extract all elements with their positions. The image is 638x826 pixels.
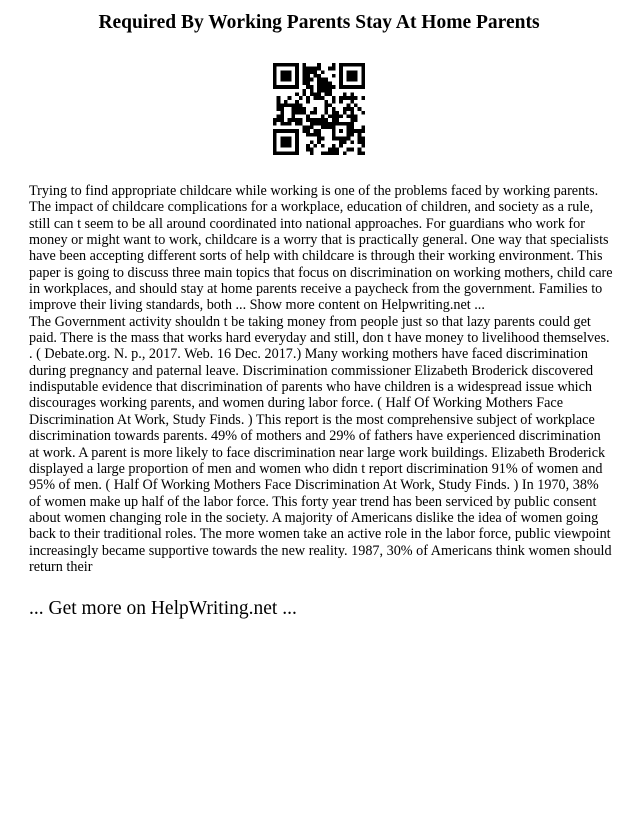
body-line: discourages working parents, and women during labor force. ( Half Of Working Mothers Face <box>29 395 564 412</box>
body-line: paper is going to discuss three main topics that focus on discrimination on working mothers, child care <box>29 264 613 281</box>
body-line: improve their living standards, both ... Show more content on Helpwriting.net ... <box>29 297 485 314</box>
body-line: in workplaces, and should stay at home parents receive a paycheck from the government. Families to <box>29 281 603 298</box>
body-line: The Government activity shouldn t be taking money from people just so that lazy parents could get <box>29 313 591 330</box>
body-line: indisputable evidence that discrimination of parents who have children is a widespread issue which <box>29 379 593 396</box>
body-line: back to their traditional roles. The more women take an active role in the labor force, public viewpoint <box>29 526 611 543</box>
body-line: . ( Debate.org. N. p., 2017. Web. 16 Dec. 2017.) Many working mothers have faced discrimination <box>29 346 588 363</box>
body-line: at work. A parent is more likely to face discrimination near large work buildings. Elizabeth Broderick <box>29 444 606 461</box>
body-line: discrimination towards parents. 49% of mothers and 29% of fathers have experienced discrimination <box>29 428 601 445</box>
body-line: money or might want to work, childcare is a worry that is practically general. One way that specialists <box>29 232 609 249</box>
qr-code-icon <box>273 63 365 155</box>
body-line: about women changing role in the society. A majority of Americans dislike the idea of women going <box>29 509 599 526</box>
body-line: Trying to find appropriate childcare while working is one of the problems faced by working parents. <box>29 183 599 199</box>
body-line: of women make up half of the labor force. This forty year trend has been serviced by public consent <box>29 493 597 510</box>
body-line: 95% of men. ( Half Of Working Mothers Face Discrimination At Work, Study Finds. ) In 1970, 38% <box>29 477 599 494</box>
body-line: still can t seem to be all around coordinated into national approaches. For guardians who work for <box>29 215 585 232</box>
qr-code-graphic <box>273 63 365 155</box>
body-line: displayed a large proportion of men and women who didn t report discrimination 91% of women and <box>29 460 603 477</box>
body-line: increasingly became supportive towards the new reality. 1987, 30% of Americans think women should <box>29 542 612 559</box>
body-line: return their <box>29 558 93 575</box>
article-body <box>29 183 613 575</box>
get-more-link[interactable]: ... Get more on HelpWriting.net ... <box>29 598 297 619</box>
body-line: The impact of childcare complications for a workplace, education of children, and society as a rule, <box>29 199 594 216</box>
body-line: have been accepting different sorts of help with childcare is through their working environment. This <box>29 248 603 265</box>
body-line: Discrimination At Work, Study Finds. ) This report is the most comprehensive subject of workplace <box>29 411 595 428</box>
page-title: Required By Working Parents Stay At Home Parents <box>98 12 540 33</box>
body-line: during pregnancy and paternal leave. Discrimination commissioner Elizabeth Broderick discovered <box>29 362 594 379</box>
body-line: paid. There is the mass that works hard everyday and still, don t have money to livelihood themselves. <box>29 330 610 347</box>
